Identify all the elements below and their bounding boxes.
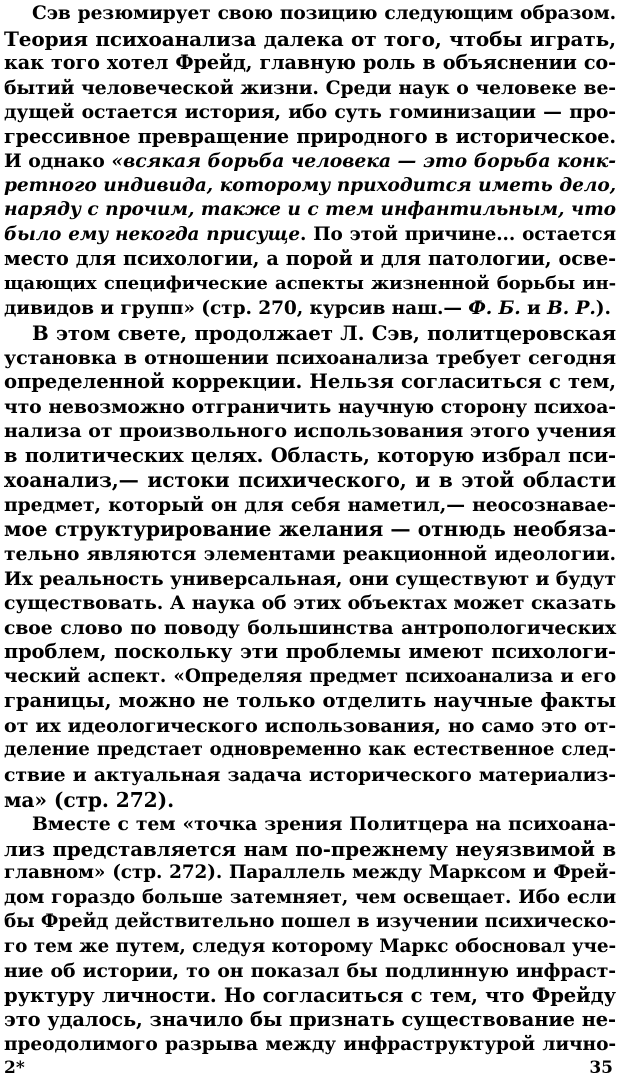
text-line <box>4 493 616 518</box>
text-line <box>4 395 616 420</box>
text-line <box>4 174 616 199</box>
text-line <box>4 100 616 125</box>
text-fragment: дущей остается история, ибо суть гоминизации — про- <box>4 101 616 124</box>
text-line <box>4 689 616 714</box>
text-fragment: хоанализ,— истоки психического, и в этой области <box>4 468 616 493</box>
text-line <box>4 468 616 493</box>
text-fragment: щающих специфические аспекты жизненной борьбы ин- <box>4 273 616 295</box>
text-fragment: ствие и актуальная задача исторического материализ- <box>4 763 616 786</box>
text-line <box>4 346 616 371</box>
text-line <box>4 1008 616 1033</box>
text-line <box>4 861 616 886</box>
signature-mark: 2* <box>4 1058 25 1078</box>
text-fragment: Вместе с тем «точка зрения Политцера на психоана- <box>32 813 616 836</box>
text-line <box>4 198 616 223</box>
text-fragment: ние об истории, то он показал бы подлинную инфраст- <box>4 960 616 983</box>
text-fragment: дом гораздо больше затемняет, чем освещает. Ибо если <box>4 886 616 908</box>
text-fragment: ма» (стр. 272). <box>4 787 175 812</box>
text-fragment: Их реальность универсальная, они существуют и будут <box>4 567 616 590</box>
text-line <box>4 223 616 248</box>
text-line <box>4 616 616 641</box>
text-fragment: в политических целях. Область, которую избрал пси- <box>4 443 616 467</box>
text-line <box>4 517 616 542</box>
text-line <box>4 272 616 297</box>
text-line <box>4 444 616 469</box>
text-fragment: руктуру личности. Но согласиться с тем, что Фрейду <box>4 983 616 1007</box>
text-fragment: предмет, который он для себя наметил,— неосознавае- <box>4 493 616 516</box>
text-fragment: от их идеологического использования, но само это от- <box>4 714 616 737</box>
text-fragment: грессивное превращение природного в историческое. <box>4 124 616 148</box>
text-line <box>4 125 616 150</box>
text-fragment: это удалось, значило бы признать существование не- <box>4 1008 616 1032</box>
text-line <box>4 247 616 272</box>
text-line <box>4 297 616 322</box>
text-fragment: преодолимого разрыва между инфраструктурой лично- <box>4 1033 616 1055</box>
text-line <box>4 419 616 444</box>
text-fragment: свое слово по поводу большинства антропологических <box>4 616 616 639</box>
text-line <box>4 763 616 788</box>
text-fragment: В этом свете, продолжает Л. Сэв, политцеровская <box>32 321 616 346</box>
text-fragment: и <box>520 297 548 319</box>
italic-text: было ему некогда присуще <box>4 223 300 245</box>
text-fragment: проблем, поскольку эти проблемы имеют психологи- <box>4 640 616 664</box>
page-footer <box>4 1058 613 1084</box>
text-line <box>4 910 616 935</box>
text-line <box>4 591 616 616</box>
italic-text: ретного индивида, которому приходится иметь дело, <box>4 174 616 196</box>
text-fragment: лиз представляется нам по-прежнему неуязвимой в <box>4 836 616 861</box>
text-line <box>4 714 616 739</box>
text-fragment: нализа от произвольного использования этого учения <box>4 420 616 443</box>
text-line <box>4 837 616 862</box>
text-fragment: . По этой причине... остается <box>299 223 616 245</box>
text-fragment: го тем же путем, следуя которому Маркс обосновал уче- <box>4 935 616 957</box>
text-line <box>4 738 616 763</box>
text-fragment: установка в отношении психоанализа требует сегодня <box>4 346 616 369</box>
text-fragment: И однако <box>4 150 112 173</box>
text-line <box>4 935 616 960</box>
text-line <box>4 1033 616 1058</box>
text-fragment: определенной коррекции. Нельзя согласиться с тем, <box>4 370 616 394</box>
text-fragment: границы, можно не только отделить научные факты <box>4 689 616 713</box>
text-line <box>4 984 616 1009</box>
text-line <box>4 640 616 665</box>
text-fragment: бы Фрейд действительно пошел в изучении психическо- <box>4 911 616 933</box>
text-line <box>4 370 616 395</box>
text-body <box>4 2 616 1058</box>
text-fragment: дивидов и групп» (стр. 270, курсив наш.— <box>4 297 469 319</box>
text-fragment: существовать. А наука об этих объектах может сказать <box>4 592 616 615</box>
italic-text: «всякая борьба человека — это борьба конк- <box>111 150 616 173</box>
text-line <box>4 27 616 52</box>
italic-text: Ф. Б. <box>468 297 521 319</box>
text-line <box>4 76 616 101</box>
text-line <box>4 149 616 174</box>
page-number: 35 <box>589 1058 613 1078</box>
text-line <box>4 812 616 837</box>
text-fragment: что невозможно отграничить научную сторону психоа- <box>4 395 616 418</box>
text-line <box>4 959 616 984</box>
text-line <box>4 321 616 346</box>
text-line <box>4 567 616 592</box>
text-fragment: Сэв резюмирует свою позицию следующим образом. <box>32 3 616 24</box>
italic-text: наряду с прочим, также и с тем инфантильным, что <box>4 199 616 221</box>
text-fragment: место для психологии, а порой и для патологии, осве- <box>4 247 616 271</box>
text-fragment: ческий аспект. «Определяя предмет психоанализа и его <box>4 665 616 687</box>
text-fragment: тельно являются элементами реакционной идеологии. <box>4 543 616 566</box>
text-fragment: ). <box>595 297 611 319</box>
text-fragment: как того хотел Фрейд, главную роль в объяснении со- <box>4 51 616 75</box>
text-fragment: бытий человеческой жизни. Среди наук о человеке ве- <box>4 76 616 99</box>
text-line <box>4 788 616 813</box>
text-line <box>4 51 616 76</box>
text-fragment: мое структурирование желания — отнюдь необяза- <box>4 517 616 542</box>
text-line <box>4 2 616 27</box>
text-line <box>4 665 616 690</box>
text-line <box>4 886 616 911</box>
text-fragment: деление предстает одновременно как естественное след- <box>4 739 616 761</box>
italic-text: В. Р. <box>547 297 596 319</box>
text-fragment: Теория психоанализа далека от того, чтобы играть, <box>4 26 616 51</box>
text-line <box>4 542 616 567</box>
text-fragment: главном» (стр. 272). Параллель между Марксом и Фрей- <box>4 862 616 884</box>
